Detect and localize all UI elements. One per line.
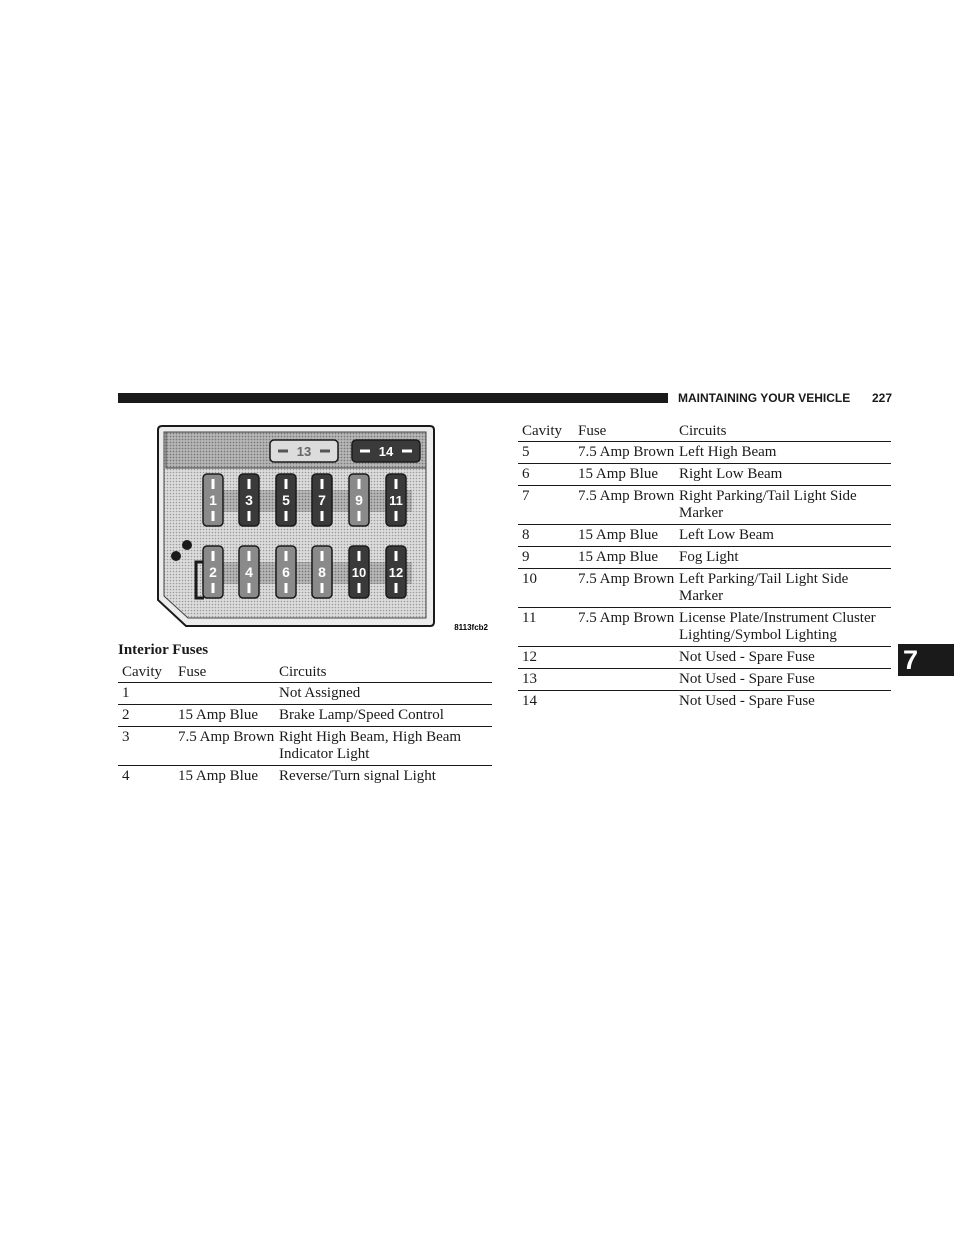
cell-cavity: 3 xyxy=(118,727,178,766)
mounting-hole xyxy=(171,551,181,561)
fuse-label: 11 xyxy=(389,493,403,508)
cell-circuits: License Plate/Instrument Cluster Lighting/Symbol Lighting xyxy=(679,608,891,647)
cell-cavity: 5 xyxy=(518,442,578,464)
cell-cavity: 2 xyxy=(118,705,178,727)
cell-cavity: 12 xyxy=(518,647,578,669)
cell-fuse: 7.5 Amp Brown xyxy=(578,486,679,525)
page-number: 227 xyxy=(871,391,892,405)
fuse-band-upper xyxy=(202,490,412,512)
table-row xyxy=(518,442,891,464)
cell-cavity: 1 xyxy=(118,683,178,705)
fuse-4 xyxy=(239,546,259,598)
fuse-label: 3 xyxy=(245,492,253,508)
fuse-9 xyxy=(349,474,369,526)
fuse-label: 10 xyxy=(351,565,367,580)
column-header-cavity: Cavity xyxy=(118,664,178,683)
table-row xyxy=(118,727,492,766)
fuse-11 xyxy=(386,474,406,526)
cell-fuse: 7.5 Amp Brown xyxy=(578,442,679,464)
table-row xyxy=(118,683,492,705)
cell-fuse: 15 Amp Blue xyxy=(178,768,259,784)
cell-circuits: Brake Lamp/Speed Control xyxy=(279,705,492,727)
table-row xyxy=(518,547,891,569)
cell-circuits: Left Parking/Tail Light Side Marker xyxy=(679,569,891,608)
column-header-fuse: Fuse xyxy=(178,664,279,683)
cell-circuits: Right Low Beam xyxy=(679,464,891,486)
cell-cavity: 7 xyxy=(518,486,578,525)
table-row xyxy=(518,608,891,647)
fuse-label: 13 xyxy=(296,444,312,459)
mounting-hole xyxy=(182,540,192,550)
cell-circuits: Left Low Beam xyxy=(679,525,891,547)
table-row xyxy=(518,669,891,691)
fuse-14 xyxy=(352,440,420,462)
section-title: Interior Fuses xyxy=(118,642,209,658)
fuse-label: 1 xyxy=(209,492,217,508)
fuse-table-right xyxy=(518,423,891,712)
fuse-label: 8 xyxy=(318,564,326,580)
column-header-cavity: Cavity xyxy=(518,423,578,442)
cell-circuits: Not Used - Spare Fuse xyxy=(679,693,815,709)
cell-circuits: Not Used - Spare Fuse xyxy=(679,647,891,669)
cell-circuits: Right High Beam, High Beam Indicator Light xyxy=(279,727,492,766)
cell-fuse xyxy=(578,647,679,669)
fuse-label: 4 xyxy=(245,564,253,580)
cell-fuse xyxy=(578,691,679,713)
fuse-12 xyxy=(386,546,406,598)
fuse-panel-svg xyxy=(118,420,492,634)
fuse-6 xyxy=(276,546,296,598)
chapter-tab[interactable]: 7 xyxy=(898,644,954,676)
fuse-label: 2 xyxy=(209,564,217,580)
table-row xyxy=(518,486,891,525)
fuse-3 xyxy=(239,474,259,526)
column-header-fuse: Fuse xyxy=(578,423,679,442)
table-row xyxy=(118,766,492,788)
cell-fuse: 7.5 Amp Brown xyxy=(578,608,679,647)
cell-fuse: 15 Amp Blue xyxy=(578,525,679,547)
column-header-circuits: Circuits xyxy=(279,664,492,683)
table-header-row xyxy=(518,423,891,442)
fuse-5 xyxy=(276,474,296,526)
table-row xyxy=(518,525,891,547)
fuse-label: 12 xyxy=(388,565,404,580)
cell-fuse xyxy=(578,669,679,691)
cell-circuits: Not Assigned xyxy=(279,683,492,705)
fuse-label: 14 xyxy=(378,444,394,459)
fuse-label: 6 xyxy=(282,564,290,580)
cell-cavity: 6 xyxy=(518,464,578,486)
running-header xyxy=(678,390,892,406)
fuse-table-left xyxy=(118,664,492,787)
table-row xyxy=(518,464,891,486)
fuse-band-lower xyxy=(202,562,412,584)
cell-cavity: 9 xyxy=(518,547,578,569)
fuse-label: 7 xyxy=(318,492,326,508)
cell-circuits: Right Parking/Tail Light Side Marker xyxy=(679,486,891,525)
table-body xyxy=(518,442,891,713)
cell-fuse xyxy=(178,683,279,705)
cell-cavity: 11 xyxy=(518,608,578,647)
table-body xyxy=(118,683,492,788)
table-header-row xyxy=(118,664,492,683)
cell-cavity: 13 xyxy=(518,669,578,691)
fuse-10 xyxy=(349,546,369,598)
cell-circuits: Fog Light xyxy=(679,547,891,569)
cell-cavity: 14 xyxy=(522,693,537,709)
fuse-label: 9 xyxy=(355,492,363,508)
fuse-2 xyxy=(203,546,223,598)
table-row xyxy=(518,569,891,608)
fuse-1 xyxy=(203,474,223,526)
column-header-circuits: Circuits xyxy=(679,423,891,442)
fuse-8 xyxy=(312,546,332,598)
table-row xyxy=(518,647,891,669)
cell-cavity: 10 xyxy=(518,569,578,608)
fuse-13 xyxy=(270,440,338,462)
header-rule xyxy=(118,393,668,403)
figure-code: 8113fcb2 xyxy=(454,623,488,632)
table-row xyxy=(118,705,492,727)
cell-cavity: 4 xyxy=(122,768,130,784)
fuse-label: 5 xyxy=(282,492,290,508)
cell-fuse: 7.5 Amp Brown xyxy=(178,727,279,766)
cell-fuse: 15 Amp Blue xyxy=(178,705,279,727)
cell-circuits: Reverse/Turn signal Light xyxy=(279,768,436,784)
cell-fuse: 15 Amp Blue xyxy=(578,547,679,569)
fuse-panel-diagram xyxy=(118,420,492,634)
cell-cavity: 8 xyxy=(518,525,578,547)
cell-fuse: 7.5 Amp Brown xyxy=(578,569,679,608)
cell-circuits: Not Used - Spare Fuse xyxy=(679,669,891,691)
cell-circuits: Left High Beam xyxy=(679,442,891,464)
header-section-title: MAINTAINING YOUR VEHICLE xyxy=(678,391,851,405)
fuse-7 xyxy=(312,474,332,526)
cell-fuse: 15 Amp Blue xyxy=(578,464,679,486)
table-row xyxy=(518,691,891,713)
